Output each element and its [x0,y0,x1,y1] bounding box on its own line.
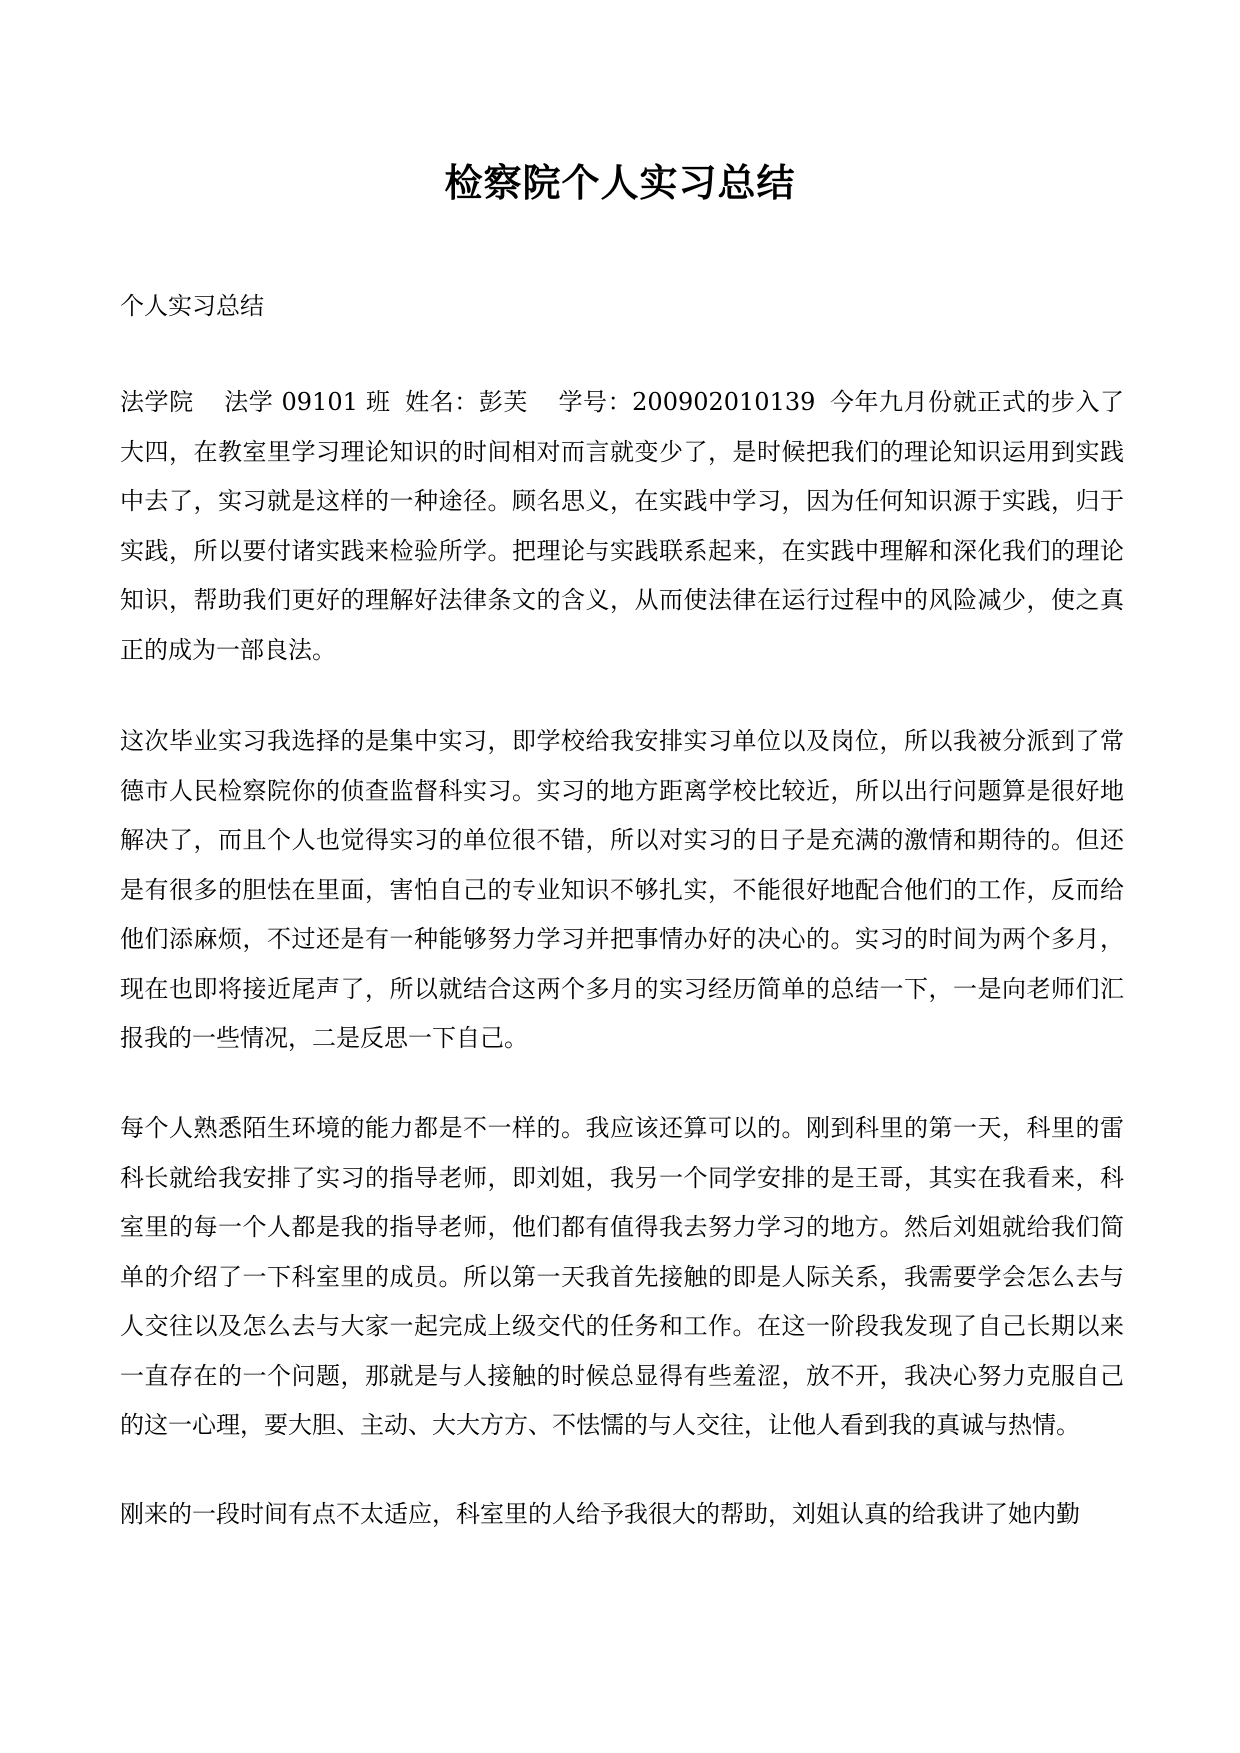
paragraph-internship-arrangement: 这次毕业实习我选择的是集中实习，即学校给我安排实习单位以及岗位，所以我被分派到了常德市人民检察院你的侦查监督科实习。实习的地方距离学校比较近，所以出行问题算是很好地解决了，而且个人也觉得实习的单位很不错，所以对实习的日子是充满的激情和期待的。但还是有很多的胆怯在里面，害怕自己的专业知识不够扎实，不能很好地配合他们的工作，反而给他们添麻烦，不过还是有一种能够努力学习并把事情办好的决心的。实习的时间为两个多月，现在也即将接近尾声了，所以就结合这两个多月的实习经历简单的总结一下，一是向老师们汇报我的一些情况，二是反思一下自己。 [120,727,1124,1052]
document-title: 检察院个人实习总结 [444,160,796,205]
meta-college: 法学院 [120,388,194,416]
paragraph-adaptation: 每个人熟悉陌生环境的能力都是不一样的。我应该还算可以的。刚到科里的第一天，科里的雷科长就给我安排了实习的指导老师，即刘姐，我另一个同学安排的是王哥，其实在我看来，科室里的每一个人都是我的指导老师，他们都有值得我去努力学习的地方。然后刘姐就给我们简单的介绍了一下科室里的成员。所以第一天我首先接触的即是人际关系，我需要学会怎么去与人交往以及怎么去与大家一起完成上级交代的任务和工作。在这一阶段我发现了自己长期以来一直存在的一个问题，那就是与人接触的时候总显得有些羞涩，放不开，我决心努力克服自己的这一心理，要大胆、主动、大大方方、不怯懦的与人交往，让他人看到我的真诚与热情。 [120,1114,1124,1439]
document-subtitle: 个人实习总结 [120,292,264,320]
paragraph-intro [120,378,1124,675]
meta-name: 姓名：彭芙 [404,388,528,416]
paragraph-early-period: 刚来的一段时间有点不太适应，科室里的人给予我很大的帮助，刘姐认真的给我讲了她内勤 [120,1500,1080,1528]
meta-class: 法学 09101 班 [223,388,391,416]
meta-student-id: 学号：200902010139 [557,388,816,416]
paragraph-text: 今年九月份就正式的步入了大四，在教室里学习理论知识的时间相对而言就变少了，是时候把我们的理论知识运用到实践中去了，实习就是这样的一种途径。顾名思义，在实践中学习，因为任何知识源于实践，归于实践，所以要付诸实践来检验所学。把理论与实践联系起来，在实践中理解和深化我们的理论知识，帮助我们更好的理解好法律条文的含义，从而使法律在运行过程中的风险减少，使之真正的成为一部良法。 [120,388,1125,664]
